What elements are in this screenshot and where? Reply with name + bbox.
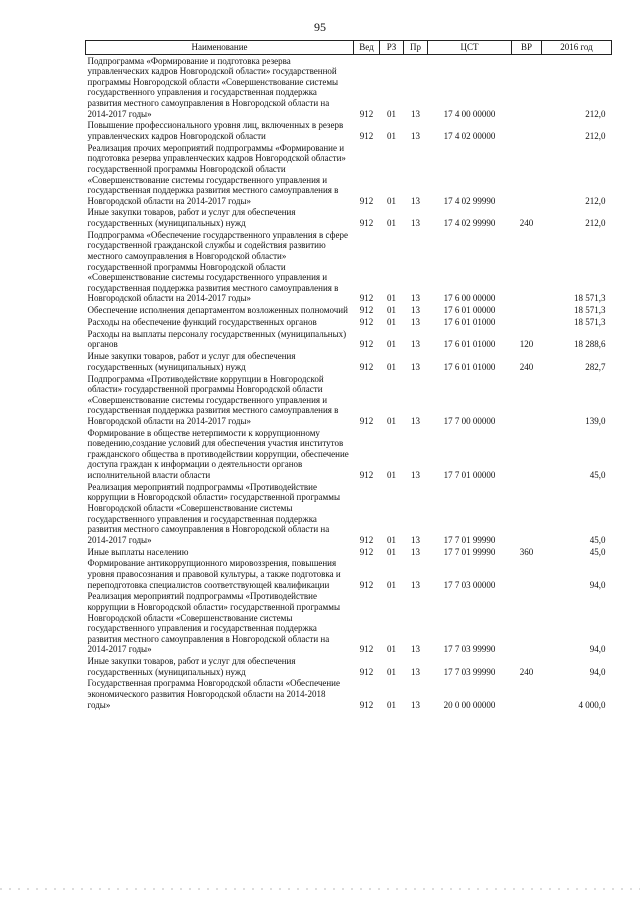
cell-sum: 212,0 bbox=[585, 195, 606, 206]
cell-name: Реализация мероприятий подпрограммы «Противодействие коррупции в Новгородской области» государственной программы Новгородской области «Совершенствование системы государственного управления и государственная поддержка развития местного самоуправления в Новгородской области на 2014-2017 годы» bbox=[87, 591, 340, 655]
cell-pr: 13 bbox=[411, 666, 420, 677]
cell-sum: 212,0 bbox=[585, 218, 606, 229]
cell-vr bbox=[512, 558, 542, 591]
cell-ved: 912 bbox=[359, 579, 374, 590]
cell-vr bbox=[512, 591, 542, 656]
cell-name: Обеспечение исполнения департаментом возложенных полномочий bbox=[87, 305, 348, 316]
cell-name: Иные закупки товаров, работ и услуг для обеспечения государственных (муниципальных) нужд bbox=[87, 351, 296, 372]
cell-rz: 01 bbox=[387, 293, 396, 304]
cell-sum: 45,0 bbox=[589, 546, 606, 557]
cell-name: Расходы на обеспечение функций государственных органов bbox=[87, 316, 317, 327]
cell-name: Подпрограмма «Формирование и подготовка резерва управленческих кадров Новгородской области» государственной программы Новгородской области «Совершенствование системы государственного управления и государственная поддержка развития местного самоуправления в Новгородской области на 2014-2017 годы» bbox=[87, 55, 339, 119]
cell-cst: 17 4 02 00000 bbox=[443, 130, 496, 141]
cell-vr bbox=[512, 120, 542, 142]
table-row bbox=[86, 591, 612, 656]
cell-name: Подпрограмма «Противодействие коррупции в Новгородской области» государственной программы Новгородской области «Совершенствование системы государственного управления и государственная поддержка развития местного самоуправления в Новгородской области на 2014-2017 годы» bbox=[87, 373, 339, 426]
table-row bbox=[86, 351, 612, 373]
cell-pr: 13 bbox=[411, 699, 420, 710]
cell-rz: 01 bbox=[387, 470, 396, 481]
cell-rz: 01 bbox=[387, 644, 396, 655]
cell-pr: 13 bbox=[411, 218, 420, 229]
cell-rz: 01 bbox=[387, 218, 396, 229]
cell-ved: 912 bbox=[359, 415, 374, 426]
header-rz: РЗ bbox=[380, 41, 404, 55]
cell-cst: 17 7 03 99990 bbox=[443, 644, 496, 655]
cell-vr bbox=[512, 305, 542, 317]
cell-rz: 01 bbox=[387, 316, 396, 327]
table-row bbox=[86, 142, 612, 207]
table-row bbox=[86, 655, 612, 677]
cell-pr: 13 bbox=[411, 339, 420, 350]
table-row bbox=[86, 546, 612, 558]
scan-edge-artifact bbox=[0, 888, 640, 890]
cell-name: Реализация прочих мероприятий подпрограммы «Формирование и подготовка резерва управленческих кадров Новгородской области» государственной программы Новгородской области «Совершенствование системы государственного управления и государственная поддержка развития местного самоуправления в Новгородской области на 2014-2017 годы» bbox=[87, 142, 346, 206]
table-row bbox=[86, 55, 612, 120]
cell-rz: 01 bbox=[387, 339, 396, 350]
cell-sum: 18 571,3 bbox=[574, 293, 606, 304]
header-pr: Пр bbox=[404, 41, 428, 55]
cell-vr: 240 bbox=[519, 218, 534, 229]
cell-vr: 360 bbox=[519, 546, 534, 557]
page-number: 95 bbox=[314, 20, 326, 34]
cell-pr: 13 bbox=[411, 305, 420, 316]
budget-table bbox=[85, 40, 612, 711]
cell-sum: 45,0 bbox=[589, 470, 606, 481]
cell-pr: 13 bbox=[411, 316, 420, 327]
cell-sum: 18 571,3 bbox=[574, 305, 606, 316]
cell-pr: 13 bbox=[411, 361, 420, 372]
cell-ved: 912 bbox=[359, 361, 374, 372]
cell-vr: 240 bbox=[519, 361, 534, 372]
cell-ved: 912 bbox=[359, 293, 374, 304]
cell-vr: 120 bbox=[519, 339, 534, 350]
cell-rz: 01 bbox=[387, 534, 396, 545]
cell-rz: 01 bbox=[387, 579, 396, 590]
cell-cst: 17 7 01 00000 bbox=[443, 470, 496, 481]
table-row bbox=[86, 207, 612, 229]
table-body bbox=[86, 55, 612, 711]
table-header bbox=[86, 41, 612, 55]
cell-cst: 17 6 01 00000 bbox=[443, 305, 496, 316]
cell-name: Иные выплаты населению bbox=[87, 546, 189, 557]
cell-name: Государственная программа Новгородской области «Обеспечение экономического развития Новгородской области на 2014-2018 годы» bbox=[87, 678, 340, 710]
cell-ved: 912 bbox=[359, 666, 374, 677]
cell-ved: 912 bbox=[359, 339, 374, 350]
cell-name: Иные закупки товаров, работ и услуг для обеспечения государственных (муниципальных) нужд bbox=[87, 207, 296, 229]
cell-vr bbox=[512, 373, 542, 427]
cell-pr: 13 bbox=[411, 415, 420, 426]
cell-cst: 17 7 01 99990 bbox=[443, 546, 496, 557]
cell-pr: 13 bbox=[411, 470, 420, 481]
cell-cst: 17 7 00 00000 bbox=[443, 415, 496, 426]
cell-vr: 240 bbox=[519, 666, 534, 677]
cell-cst: 17 7 03 00000 bbox=[443, 579, 496, 590]
cell-ved: 912 bbox=[359, 195, 374, 206]
header-name: Наименование bbox=[86, 41, 354, 55]
cell-cst: 17 6 01 01000 bbox=[443, 339, 496, 350]
table-row bbox=[86, 229, 612, 304]
cell-rz: 01 bbox=[387, 415, 396, 426]
cell-ved: 912 bbox=[359, 130, 374, 141]
cell-ved: 912 bbox=[359, 108, 374, 119]
cell-name: Реализация мероприятий подпрограммы «Противодействие коррупции в Новгородской области» государственной программы Новгородской области «Совершенствование системы государственного управления и государственная поддержка развития местного самоуправления в Новгородской области на 2014-2017 годы» bbox=[87, 481, 340, 545]
cell-sum: 282,7 bbox=[585, 361, 606, 372]
cell-name: Формирование антикоррупционного мировоззрения, повышения уровня правосознания и правовой культуры, а также подготовка и переподготовка специалистов соответствующей квалификации bbox=[87, 558, 341, 590]
cell-sum: 18 571,3 bbox=[574, 316, 606, 327]
table-row bbox=[86, 373, 612, 427]
cell-pr: 13 bbox=[411, 130, 420, 141]
cell-sum: 18 288,6 bbox=[574, 339, 606, 350]
cell-sum: 212,0 bbox=[585, 108, 606, 119]
cell-pr: 13 bbox=[411, 644, 420, 655]
cell-cst: 20 0 00 00000 bbox=[443, 699, 496, 710]
table-row bbox=[86, 328, 612, 350]
cell-name: Иные закупки товаров, работ и услуг для обеспечения государственных (муниципальных) нужд bbox=[87, 656, 296, 677]
cell-cst: 17 4 02 99990 bbox=[443, 218, 496, 229]
cell-sum: 45,0 bbox=[589, 534, 606, 545]
table-row bbox=[86, 120, 612, 142]
table-row bbox=[86, 427, 612, 481]
cell-sum: 4 000,0 bbox=[578, 699, 606, 710]
cell-vr bbox=[512, 142, 542, 207]
cell-name: Расходы на выплаты персоналу государственных (муниципальных) органов bbox=[87, 328, 347, 350]
cell-ved: 912 bbox=[359, 699, 374, 710]
cell-name: Повышение профессионального уровня лиц, включенных в резерв управленческих кадров Новгородской области bbox=[87, 120, 344, 141]
cell-rz: 01 bbox=[387, 361, 396, 372]
cell-pr: 13 bbox=[411, 579, 420, 590]
table-row bbox=[86, 678, 612, 711]
cell-pr: 13 bbox=[411, 293, 420, 304]
cell-rz: 01 bbox=[387, 195, 396, 206]
cell-sum: 94,0 bbox=[589, 644, 606, 655]
cell-pr: 13 bbox=[411, 195, 420, 206]
cell-cst: 17 4 00 00000 bbox=[443, 108, 496, 119]
cell-ved: 912 bbox=[359, 644, 374, 655]
cell-rz: 01 bbox=[387, 130, 396, 141]
header-vr: ВР bbox=[512, 41, 542, 55]
cell-ved: 912 bbox=[359, 534, 374, 545]
cell-ved: 912 bbox=[359, 305, 374, 316]
cell-cst: 17 6 00 00000 bbox=[443, 293, 496, 304]
header-sum: 2016 год bbox=[542, 41, 612, 55]
cell-ved: 912 bbox=[359, 546, 374, 557]
cell-rz: 01 bbox=[387, 305, 396, 316]
table-row bbox=[86, 316, 612, 328]
cell-rz: 01 bbox=[387, 699, 396, 710]
cell-vr bbox=[512, 481, 542, 546]
cell-pr: 13 bbox=[411, 546, 420, 557]
cell-vr bbox=[512, 229, 542, 304]
cell-rz: 01 bbox=[387, 108, 396, 119]
cell-ved: 912 bbox=[359, 470, 374, 481]
header-cst: ЦСТ bbox=[428, 41, 512, 55]
cell-sum: 94,0 bbox=[589, 579, 606, 590]
table-row bbox=[86, 558, 612, 591]
cell-sum: 212,0 bbox=[585, 130, 606, 141]
cell-sum: 139,0 bbox=[585, 415, 606, 426]
cell-cst: 17 6 01 01000 bbox=[443, 316, 496, 327]
header-ved: Вед bbox=[354, 41, 380, 55]
cell-name: Подпрограмма «Обеспечение государственного управления в сфере государственной гражданской службы и содействия развитию местного самоуправления в Новгородской области» государственной программы Новгородской области «Совершенствование системы государственного управления и государственная поддержка развития местного самоуправления в Новгородской области на 2014-2017 годы» bbox=[87, 229, 348, 304]
cell-cst: 17 7 01 99990 bbox=[443, 534, 496, 545]
cell-pr: 13 bbox=[411, 534, 420, 545]
cell-ved: 912 bbox=[359, 218, 374, 229]
cell-rz: 01 bbox=[387, 666, 396, 677]
cell-cst: 17 4 02 99990 bbox=[443, 195, 496, 206]
cell-vr bbox=[512, 427, 542, 481]
cell-vr bbox=[512, 678, 542, 711]
cell-cst: 17 6 01 01000 bbox=[443, 361, 496, 372]
cell-cst: 17 7 03 99990 bbox=[443, 666, 496, 677]
cell-pr: 13 bbox=[411, 108, 420, 119]
cell-vr bbox=[512, 55, 542, 120]
cell-sum: 94,0 bbox=[589, 666, 606, 677]
cell-name: Формирование в обществе нетерпимости к коррупционному поведению,создание условий для обеспечения участия институтов гражданского общества в противодействии коррупции, обеспечение доступа граждан к информации о деятельности органов исполнительной власти области bbox=[87, 427, 349, 481]
cell-ved: 912 bbox=[359, 316, 374, 327]
table-row bbox=[86, 305, 612, 317]
table-row bbox=[86, 481, 612, 546]
cell-rz: 01 bbox=[387, 546, 396, 557]
cell-vr bbox=[512, 316, 542, 328]
